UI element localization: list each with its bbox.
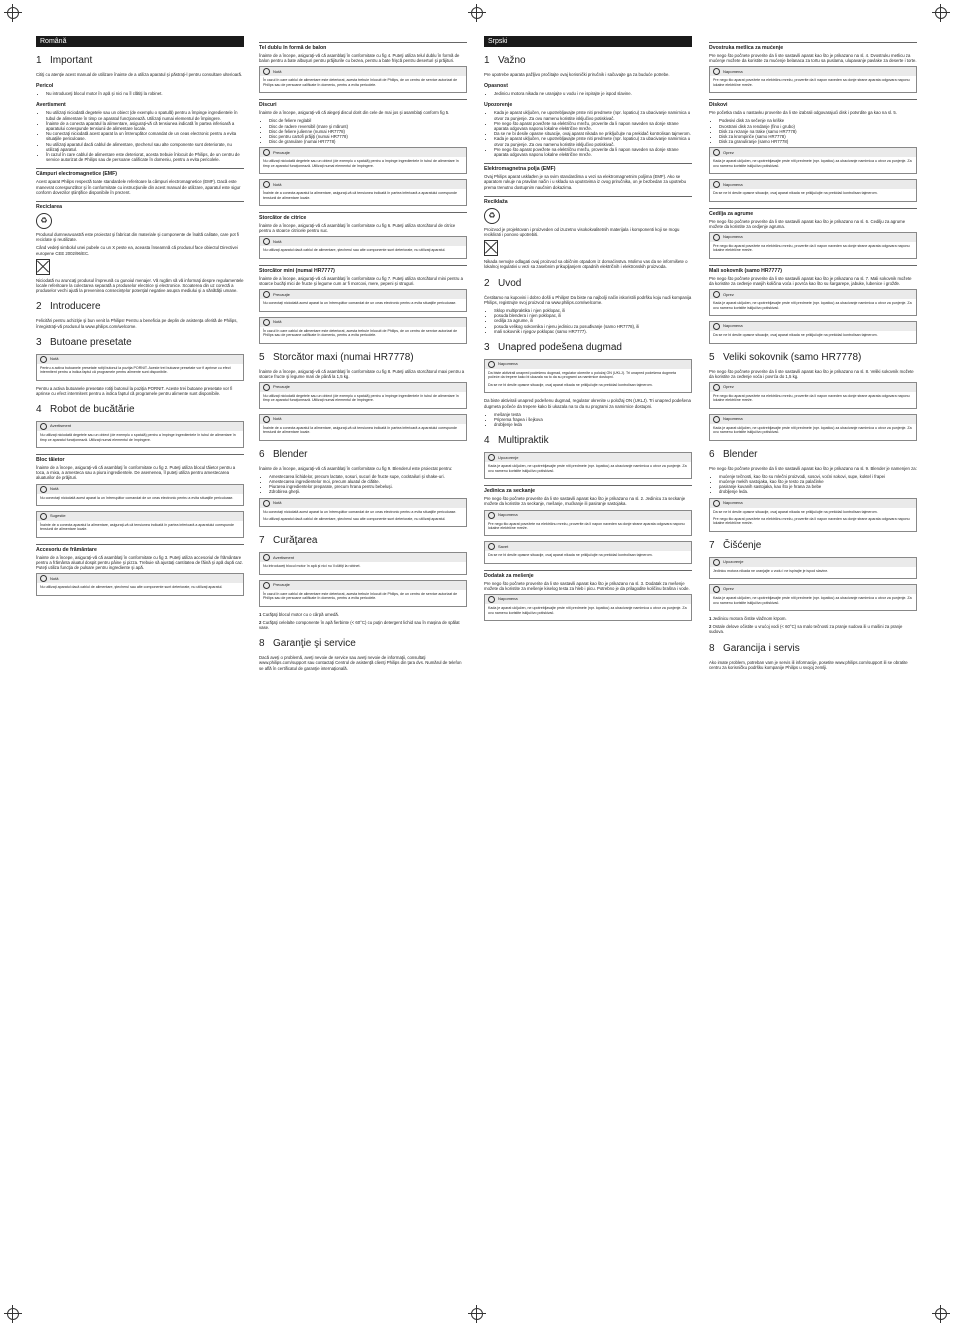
subsection-heading: Cedilja za agrume	[709, 208, 917, 217]
subsection-text: Pre nego što počnete proverite da li ste sastavili aparat kao što je prikazano na sl. 3. Dodatak za mešenje možete da koristite za mešenje kiselog testa za hleb i picu. Potrebno je da prilagodite količinu brašna i vode.	[484, 580, 690, 591]
list-item: • Disk za krompiriće (samo HR7778)	[719, 134, 917, 139]
danger-heading: Opasnost	[484, 83, 508, 90]
list-item: • drobljenje leda	[494, 422, 692, 427]
section-title: 8 Garancija i servis	[709, 642, 800, 654]
list-item: • Înainte de a conecta aparatul la alimentare, asiguraţi-vă că tensiunea indicată în partea inferioară a aparatului corespunde tensiunii de alimentare locale.	[46, 121, 244, 131]
list-item: • Nu conectaţi niciodată acest aparat la un întrerupător comandat de un ceas electronic pentru a evita situaţiile periculoase.	[46, 131, 244, 141]
recycle-icon: ♻	[36, 213, 52, 229]
list-item: • mešanje testa	[494, 412, 692, 417]
section-title: 4 Robot de bucătărie	[36, 404, 135, 416]
list-item: • posuda blendera i njen poklopac, ili	[494, 313, 692, 318]
note-icon	[40, 356, 47, 363]
list-item: • mućenje mekih sastojaka, kao što je testo za palačinke	[719, 479, 917, 484]
section-title: 2 Introducere	[36, 301, 101, 313]
list-item: • pasiranje kuvanih sastojaka, kao što je hrana za bebe	[719, 484, 917, 489]
note-icon	[40, 575, 47, 582]
list-item: • Amestecarea lichidelor, precum lactate, sosuri, sucuri de fructe supe, cocktailuri şi shake-uri.	[269, 474, 467, 479]
column-serbian-2	[709, 36, 917, 1296]
note-icon	[713, 416, 720, 423]
language-bar: Srpski	[484, 36, 692, 47]
subsection-text: Pre nego što počnete proverite da li ste sastavili aparat kao što je prikazano na sl. 6. Cedilju za agrume možete da koristite za cedjenje agruma.	[709, 218, 906, 229]
note-icon	[713, 181, 720, 188]
registration-mark-bottom-left	[4, 1305, 22, 1323]
caution-icon	[713, 384, 720, 391]
subsection-text: Înainte de a începe, asiguraţi-vă că asamblaţi în conformitate cu fig 4. Puteţi utiliza telul dublu în formă de balon pentru a bate albuşuri pentru prăjiturile cu bezea, pentru a bate frişcă pentru deserturi şi prăjituri.	[259, 53, 460, 64]
intro-text: Citiţi cu atenţie acest manual de utilizare înainte de a utiliza aparatul şi păstraţi-l pentru consultare ulterioară.	[36, 72, 243, 77]
emf-heading: Câmpuri electromagnetice (EMF)	[36, 168, 244, 177]
crossed-bin-icon	[36, 259, 50, 275]
recycle-icon: ♻	[484, 208, 500, 224]
note-box: Napomena Pre nego što aparat povežete na električnu mrežu, proverite da li napon naveden sa donje strane aparata odgovara naponu lokalne električne mreže.	[709, 232, 917, 259]
note-box: Napomena Pre nego što aparat povežete na električnu mrežu, proverite da li napon naveden sa donje strane aparata odgovara naponu lokalne električne mreže.	[484, 510, 692, 537]
warning-heading: Upozorenje	[484, 102, 513, 109]
crossed-bin-icon	[484, 240, 498, 256]
list-item: • drobljenje leda.	[719, 489, 917, 494]
list-item: • Disc pentru cartofi prăjiţi (numai HR7778)	[269, 134, 467, 139]
subsection-text: Pre nego što počnete proverite da li ste sastavili aparat kao što je prikazano na sl. 4. Dvostruku metlicu za mućenje možete da koristite za mućenje belanaca za tortu sa puslama, ulupavanje pavlake za deserte i torte.	[709, 53, 917, 64]
warning-icon	[40, 423, 47, 430]
recycling-text: Niciodată nu aruncaţi produsul împreună cu gunoiul menajer. Vă rugăm să vă informaţi despre regulamentele locale referitoare la colectarea separată a produselor electrice şi electronice. Scoaterea din uz corectă a produselor vechi ajută la prevenirea consecinţelor potenţial negative asupra mediului şi a sănătăţii umane.	[36, 277, 244, 294]
note-icon	[263, 238, 270, 245]
section-text: Înainte de a începe, asiguraţi-vă că asamblaţi în conformitate cu fig 8. Puteţi utiliza storcătorul maxi pentru a stoarce fructe şi legume mari de până la 1,5 kg.	[259, 368, 465, 379]
intro-text: Pre upotrebe aparata pažljivo pročitajte ovaj korisnički priručnik i sačuvajte ga za buduće potrebe.	[484, 72, 670, 77]
list-item: 1 Curăţaţi blocul motor cu o cârpă umedă.	[259, 611, 340, 617]
note-icon	[263, 416, 270, 423]
list-item: • Piurarea ingredientelor preparate, precum hrana pentru bebeluşi.	[269, 484, 467, 489]
section-text: Ako imate problem, potreban vam je servis ili informacije, posetite www.philips.com/support ili se obratite centru za korisničku podršku kompanije Philips u svojoj zemlji.	[709, 659, 908, 670]
note-box: Napomena Da se ne bi desile opasne situacije, ovaj aparat nikada ne priključujte na prekidač kontrolisan tajmerom.	[709, 321, 917, 343]
language-bar: Română	[36, 36, 244, 47]
warning-box: Avertisment Nu utilizaţi niciodată degetele sau un obiect (de exemplu o spatulă) pentru a împinge ingredientele în tubul de alimentare în timp ce aparatul funcţionează. Utilizaţi numai elementul de împingere.	[36, 421, 244, 448]
subsection-heading: Dodatak za mešenje	[484, 570, 692, 579]
list-item: • Dvostrani disk za rendanje (fino i grubo)	[719, 124, 917, 129]
caution-box: Precauţie Nu conectaţi niciodată acest aparat la un întrerupător comandat de un ceas electronic pentru a evita situaţiile periculoase.	[259, 289, 467, 311]
note-box: Napomena Da se ne bi desile opasne situacije, ovaj aparat nikada ne priključujte na prekidač kontrolisan tajmerom.	[709, 179, 917, 201]
list-item: • Disc de feliere reglabil	[269, 118, 467, 123]
warning-icon	[713, 559, 720, 566]
caution-icon	[713, 586, 720, 593]
subsection-heading: Diskovi	[709, 99, 917, 108]
subsection-heading: Bloc tăietor	[36, 454, 244, 463]
caution-icon	[263, 384, 270, 391]
section-title: 8 Garanţie şi service	[259, 638, 356, 650]
caution-icon	[263, 582, 270, 589]
note-box: Napomena Kada je aparat uključen, ne upotrebljavajte prste niti predmete (npr. lopaticu) za ubacivanje namirnica u otvor za punjenje. Za ovu namenu koristite isključivo potiskivač.	[484, 594, 692, 621]
list-item: • Podesivi disk za sečenje na kriške	[719, 118, 917, 123]
recycling-heading: Reciklaža	[484, 196, 692, 205]
section-text: Înainte de a începe, asiguraţi-vă că asamblaţi în conformitate cu fig 9. Blenderul este proiectat pentru:	[259, 465, 453, 471]
note-icon	[713, 323, 720, 330]
caution-icon	[263, 149, 270, 156]
list-item: • mali sokovnik i njegov poklopac (samo HR7777).	[494, 329, 692, 334]
list-item: • Pre nego što aparat povežete na električnu mrežu, proverite da li napon naveden sa donje strane aparata odgovara naponu lokalne električne mreže.	[494, 147, 692, 157]
preset-text: Da biste aktivirali unapred podešenu dugmad, regulator okrenite u položaj ON (UKLJ). Tri unapred podešena dugmeta počeće da trepere kako bi ukazala na to da su programi za namirnice dostupni.	[484, 398, 691, 409]
registration-mark-bottom-right	[932, 1305, 950, 1323]
recycling-text: Nikada nemojte odlagati ovaj proizvod sa običnim otpadom iz domaćinstva. Molimo vas da se informišete o lokalnoj regulativi u vezi sa zasebnim prikupljanjem otpadnih električnih i elektronskih proizvoda.	[484, 259, 688, 270]
warning-heading: Avertisment	[36, 102, 66, 109]
list-item: • Zdrobirea gheţii.	[269, 489, 467, 494]
tip-icon	[488, 543, 495, 550]
emf-text: Ovaj Philips aparat usklađen je sa svim standardima u vezi sa elektromagnetnim poljima (EMF). Ako se aparatom rukuje na pravilan način i u skladu sa uputstvima iz ovog priručnika, on je bezbedan za upotrebu prema trenutno dostupnim naučnim dokazima.	[484, 174, 687, 190]
subsection-text: Pre nego što počnete proverite da li ste sastavili aparat kao što je prikazano na sl. 7. Mali sokovnik možete da koristite za ceđenje manjih količina voća i povrća kao što su šargarepe, jabuke, lubenice i grožđe.	[709, 275, 912, 287]
list-item: • cedilja za agrume, ili	[494, 318, 692, 323]
note-icon	[713, 500, 720, 507]
list-item: 1 Jedinicu motora čistite vlažnom krpom.	[709, 615, 787, 621]
list-item: • Amestecarea ingredientelor moi, precum aluatul de clătite.	[269, 479, 467, 484]
warning-icon	[263, 554, 270, 561]
note-icon	[488, 512, 495, 519]
list-item: • Disc de radere reversibil (mare şi mărunt)	[269, 124, 467, 129]
note-box: Napomena Kada je aparat uključen, ne upotrebljavajte prste niti predmete (npr. lopaticu) za ubacivanje namirnica u otvor za punjenje. Za ovu namenu koristite isključivo potiskivač.	[709, 414, 917, 441]
list-item: • Kada je aparat uključen, ne upotrebljavajte prste niti predmete (npr. lopaticu) za ubacivanje namirnica u otvor za punjenje. Za ovu namenu koristite isključivo potiskivač.	[494, 110, 692, 120]
section-title: 1 Important	[36, 55, 93, 66]
note-box: Napomena Da se ne bi desile opasne situacije, ovaj aparat nikada ne priključujte na prekidač kontrolisan tajmerom. Pre nego što aparat povežete na električnu mrežu, proverite da li napon naveden sa donje strane aparata odgovara naponu lokalne električne mreže.	[709, 498, 917, 532]
subsection-heading: Mali sokovnik (samo HR7777)	[709, 265, 917, 274]
recycling-text: Proizvod je projektovan i proizveden od izuzetno visokokvalitetnih materijala i komponenti koji se mogu reciklirati i ponovo upotrebiti.	[484, 226, 680, 238]
section-title: 5 Storcător maxi (numai HR7778)	[259, 351, 414, 363]
subsection-text: Înainte de a începe, asiguraţi-vă că alegeţi discul dorit din cele de mai jos şi asamblaţi conform fig 5.	[259, 110, 450, 116]
column-romanian-1	[36, 36, 244, 1296]
danger-heading: Pericol	[36, 83, 54, 90]
section-text: Pre nego što počnete proverite da li ste sastavili aparat kao što je prikazano na sl. 8. Veliki sokovnik možete da koristite za ceđenje voća i povrća do 1,5 kg.	[709, 368, 914, 379]
note-box: Notă În cazul în care cablul de alimentare este deteriorat, acesta trebuie înlocuit de Philips, de un centru de service autorizat de Philips sau de persoane calificate în domeniu, pentru a evita pericolele.	[259, 317, 467, 344]
list-item: • Disc de feliere julienne (numai HR7778)	[269, 129, 467, 134]
tip-icon	[40, 513, 47, 520]
tip-box: Savet Da se ne bi desile opasne situacije, ovaj aparat nikada ne priključujte na prekidač kontrolisan tajmerom.	[484, 541, 692, 563]
section-title: 4 Multipraktik	[484, 435, 549, 447]
emf-heading: Elektromagnetna polja (EMF)	[484, 163, 692, 172]
note-icon	[488, 361, 495, 368]
note-box: Notă Nu conectaţi niciodată acest aparat la un întrerupător comandat de un ceas electronic pentru a evita situaţiile periculoase.	[36, 484, 244, 506]
note-icon	[713, 68, 720, 75]
recycling-text: Când vedeţi simbolul unei pubele cu un X peste ea, aceasta înseamnă că produsul face obiectul Directivei europene CEE 2002/96/EC.	[36, 245, 238, 256]
intro-text: Felicitări pentru achiziţie şi bun venit la Philips! Pentru a beneficia pe deplin de asistenţa oferită de Philips, înregistraţi-vă produsul la www.philips.com/welcome.	[36, 318, 238, 329]
warning-box: Avertisment Nu introduceţi blocul motor în apă şi nici nu îl clătiţi la robinet.	[259, 552, 467, 574]
list-item: • Priprema frapea i šejkova	[494, 417, 692, 422]
list-item: • Nu utilizaţi aparatul dacă cablul de alimentare, ştecherul sau alte componente sunt deteriorate, nu utilizaţi aparatul.	[46, 142, 244, 152]
subsection-text: Înainte de a începe, asiguraţi-vă că asamblaţi în conformitate cu fig 6. Puteţi utiliza storcătorul de citrice pentru a stoarce citricele pentru suc.	[259, 223, 456, 234]
list-item: • Pre nego što aparat povežete na električnu mrežu, proverite da li napon naveden sa donje strane aparata odgovara naponu lokalne električne mreže.	[494, 121, 692, 131]
list-item: • Disk za granuliranje (samo HR7778)	[719, 139, 917, 144]
note-box: Napomena Da biste aktivirali unapred podešenu dugmad, regulator okrenite u položaj ON (UKLJ). Tri unapred podešena dugmeta počeće da trepere kako bi ukazala na to da su programi za namirnice dostupni. Da se ne bi desile opasne situacije, ovaj aparat nikada ne priključujte na prekidač kontrolisan tajmerom.	[484, 359, 692, 393]
list-item: • Jedinicu motora nikada ne uranjajte u vodu i ne ispirajte je ispod slavine.	[494, 91, 692, 96]
caution-icon	[713, 291, 720, 298]
emf-text: Acest aparat Philips respectă toate standardele referitoare la câmpuri electromagnetice (EMF). Dacă este manevrat corespunzător şi în conformitate cu instrucţiunile din acest manual de utilizare, aparatul este sigur conform dovezilor ştiinţifice disponibile în prezent.	[36, 179, 241, 195]
subsection-heading: Accesoriu de frământare	[36, 544, 244, 553]
list-item: • În cazul în care cablul de alimentare este deteriorat, acesta trebuie înlocuit de Philips, de un centru de service autorizat de Philips sau de persoane calificate în domeniu, pentru a evita pericolele.	[46, 152, 244, 162]
registration-mark-bottom-center	[468, 1305, 486, 1323]
note-box: Notă În cazul în care cablul de alimentare este deteriorat, acesta trebuie înlocuit de Philips, de un centru de service autorizat de Philips sau de persoane calificate în domeniu, pentru a evita pericolele.	[259, 66, 467, 93]
warning-box: Upozorenje Jedinicu motora nikada ne uranjajte u vodu i ne ispirajte je ispod slavine.	[709, 557, 917, 579]
caution-box: Oprez Kada je aparat uključen, ne upotrebljavajte prste niti predmete (npr. lopaticu) za ubacivanje namirnica u otvor za punjenje. Za ovu namenu koristite isključivo potiskivač.	[709, 289, 917, 316]
caution-icon	[713, 149, 720, 156]
note-icon	[40, 486, 47, 493]
caution-box: Precauţie Nu utilizaţi niciodată degetele sau un obiect (de exemplu o spatulă) pentru a împinge ingredientele în tubul de alimentare în timp ce aparatul funcţionează. Utilizaţi numai elementul de împingere.	[259, 147, 467, 174]
recycling-text: Produsul dumneavoastră este proiectat şi fabricat din materiale şi componente de înaltă calitate, care pot fi reciclate şi reutilizate.	[36, 232, 240, 243]
note-icon	[263, 68, 270, 75]
note-icon	[263, 319, 270, 326]
section-title: 3 Butoane presetate	[36, 336, 132, 348]
section-title: 3 Unapred podešena dugmad	[484, 342, 622, 354]
subsection-heading: Jedinica za seckanje	[484, 485, 692, 494]
note-icon	[713, 234, 720, 241]
list-item: • Kada je aparat uključen, ne upotrebljavajte prste niti predmete (npr. lopaticu) za ubacivanje namirnica u otvor za punjenje. Za ovu namenu koristite isključivo potiskivač.	[494, 136, 692, 146]
note-icon	[488, 596, 495, 603]
section-title: 5 Veliki sokovnik (samo HR7778)	[709, 351, 862, 363]
note-box: Notă Înainte de a conecta aparatul la alimentare, asiguraţi-vă că tensiunea indicată în partea inferioară a aparatului corespunde tensiunii de alimentare locale.	[259, 179, 467, 206]
section-title: 2 Uvod	[484, 277, 522, 289]
subsection-heading: Dvostruka metlica za mućenje	[709, 42, 917, 51]
list-item: • Disk za rezanje na trake (samo HR7778)	[719, 129, 917, 134]
caution-box: Precauţie Nu utilizaţi niciodată degetele sau un obiect (de exemplu o spatulă) pentru a împinge ingredientele în tubul de alimentare în timp ce aparatul funcţionează. Utilizaţi numai elementul de împingere.	[259, 382, 467, 409]
list-item: • mućenje tečnosti, kao što su mlečni proizvodi, sosovi, voćni sokovi, supe, koktel i frapei	[719, 474, 917, 479]
caution-box: Precauţie În cazul în care cablul de alimentare este deteriorat, acesta trebuie înlocuit de Philips, de un centru de service autorizat de Philips sau de persoane calificate în domeniu, pentru a evita pericolele.	[259, 580, 467, 607]
caution-box: Oprez Kada je aparat uključen, ne upotrebljavajte prste niti predmete (npr. lopaticu) za ubacivanje namirnica u otvor za punjenje. Za ovu namenu koristite isključivo potiskivač.	[709, 147, 917, 174]
section-title: 7 Curăţarea	[259, 535, 318, 547]
caution-icon	[263, 291, 270, 298]
note-box: Notă Nu utilizaţi aparatul dacă cablul de alimentare, ştecherul sau alte componente sunt deteriorate, nu utilizaţi aparatul.	[36, 573, 244, 595]
subsection-heading: Tel dublu în formă de balon	[259, 42, 467, 51]
preset-text: Pentru a activa butoanele presetate rotiţi butonul la poziţia PORNIT. Aceste trei butoane presetate vor fi aprinse cu efect intermitent pentru a indica faptul că programele pentru alimente sunt disponibile.	[36, 385, 233, 396]
note-icon	[263, 181, 270, 188]
list-item: • Nu introduceţi blocul motor în apă şi nici nu îl clătiţi la robinet.	[46, 91, 244, 96]
section-title: 7 Čišćenje	[709, 539, 762, 551]
section-title: 1 Važno	[484, 55, 526, 66]
caution-box: Oprez Pre nego što aparat povežete na električnu mrežu, proverite da li napon naveden sa donje strane aparata odgovara naponu lokalne električne mreže.	[709, 382, 917, 409]
registration-mark-top-left	[4, 4, 22, 22]
note-box: Notă Nu conectaţi niciodată acest aparat la un întrerupător comandat de un ceas electronic pentru a evita situaţiile periculoase. Nu utilizaţi aparatul dacă cablul de alimentare, ştecherul sau alte componente sunt deteriorate, nu utilizaţi aparatul.	[259, 498, 467, 528]
intro-text: Čestitamo na kupovini i dobro došli u Philips! Da biste na najbolji način iskoristili podršku koju nudi kompanija Philips, registrujte svoj proizvod na www.philips.com/welcome.	[484, 294, 692, 305]
note-box: Notă Pentru a activa butoanele presetate rotiţi butonul la poziţia PORNIT. Aceste trei butoane presetate vor fi aprinse cu efect intermitent pentru a indica faptul că programele pentru alimente sunt disponibile.	[36, 354, 244, 381]
registration-mark-top-center	[468, 4, 486, 22]
tip-box: Sugestie Înainte de a conecta aparatul la alimentare, asiguraţi-vă că tensiunea indicată în partea inferioară a aparatului corespunde tensiunii de alimentare locale.	[36, 511, 244, 538]
subsection-heading: Discuri	[259, 99, 467, 108]
list-item: • posuda velikog sokovnika i njenu jedinicu za posuđivanje (samo HR7778), ili	[494, 324, 692, 329]
subsection-text: Înainte de a începe, asiguraţi-vă că asamblaţi în conformitate cu fig 2. Puteţi utiliza blocul tăietor pentru a toca, a mixa, a amesteca sau a piura ingredientele. De asemenea, îl puteţi utiliza pentru amestecarea aluaturilor de prăjituri.	[36, 464, 236, 481]
note-box: Notă Înainte de a conecta aparatul la alimentare, asiguraţi-vă că tensiunea indicată în partea inferioară a aparatului corespunde tensiunii de alimentare locale.	[259, 414, 467, 441]
list-item: 2 Curăţaţi celelalte componente în apă fierbinte (< 60°C) cu puţin detergent lichid sau în maşina de spălat vase.	[259, 619, 460, 630]
section-text: Dacă aveţi o problemă, aveţi nevoie de service sau aveţi nevoie de informaţii, consultaţi www.philips.com/support sau contactaţi Centrul de asistenţă clienţi Philips din ţara dvs. Numărul de telefon se află în certificatul de garanţie internaţională.	[259, 655, 462, 671]
subsection-text: Pre početka rada u nastavku proverite da li ste izabrali odgovarajući disk i potvrdite ga kao na sl. 5.	[709, 110, 897, 116]
column-romanian-2	[259, 36, 467, 1296]
registration-mark-top-right	[932, 4, 950, 22]
recycling-heading: Reciclarea	[36, 201, 244, 210]
subsection-heading: Storcător mini (numai HR7777)	[259, 265, 467, 274]
subsection-text: Pre nego što počnete proverite da li ste sastavili aparat kao što je prikazano na sl. 2. Jedinicu za seckanje možete da koristite za seckanje, mešanje, mućkanje ili pasiranje sastojaka.	[484, 496, 686, 507]
caution-box: Oprez Kada je aparat uključen, ne upotrebljavajte prste niti predmete (npr. lopaticu) za ubacivanje namirnica u otvor za punjenje. Za ovu namenu koristite isključivo potiskivač.	[709, 584, 917, 611]
list-item: 2 Ostale delove očistite u vrućoj vodi (< 60°C) sa malo tečnosti za pranje sudova ili u mašini za pranje sudova.	[709, 624, 903, 635]
note-box: Napomena Pre nego što aparat povežete na električnu mrežu, proverite da li napon naveden sa donje strane aparata odgovara naponu lokalne električne mreže.	[709, 66, 917, 93]
subsection-text: Înainte de a începe, asiguraţi-vă că asamblaţi în conformitate cu fig 7. Puteţi utiliza storcătorul mini pentru a stoarce bucăţi mici de fructe şi legume cum ar fi morcovi, mere, pepeni şi struguri.	[259, 275, 463, 287]
section-title: 6 Blender	[259, 448, 308, 460]
subsection-text: Înainte de a începe, asiguraţi-vă că asamblaţi în conformitate cu fig 3. Puteţi utiliza accesoriul de frământare pentru a frământa aluatul dospit pentru pâine şi pizza. Trebuie să ajustaţi cantitatea de făină şi apă după caz. Puteţi utiliza funcţia de pulsare pentru ingrediente şi apă.	[36, 554, 244, 571]
note-icon	[263, 500, 270, 507]
note-box: Notă Nu utilizaţi aparatul dacă cablul de alimentare, ştecherul sau alte componente sunt deteriorate, nu utilizaţi aparatul.	[259, 236, 467, 258]
list-item: • Sklop multipraktika i njen poklopac, ili	[494, 308, 692, 313]
warning-box: Upozorenje Kada je aparat uključen, ne upotrebljavajte prste niti predmete (npr. lopaticu) za ubacivanje namirnica u otvor za punjenje. Za ovu namenu koristite isključivo potiskivač.	[484, 452, 692, 479]
section-text: Pre nego što počnete proverite da li ste sastavili aparat kao što je prikazano na sl. 9. Blender je namenjen za:	[709, 465, 917, 471]
subsection-heading: Storcător de citrice	[259, 212, 467, 221]
list-item: • Disc de granulare (numai HR7778)	[269, 139, 467, 144]
list-item: • Da se ne bi desile opasne situacije, ovaj aparat nikada ne priključujte na prekidač kontrolisan tajmerom.	[494, 131, 692, 136]
warning-icon	[488, 454, 495, 461]
section-title: 6 Blender	[709, 448, 758, 460]
list-item: • Nu utilizaţi niciodată degetele sau un obiect (de exemplu o spatulă) pentru a împinge ingredientele în tubul de alimentare în timp ce aparatul funcţionează. Utilizaţi numai elementul de împingere.	[46, 110, 244, 120]
column-serbian-1	[484, 36, 692, 1296]
